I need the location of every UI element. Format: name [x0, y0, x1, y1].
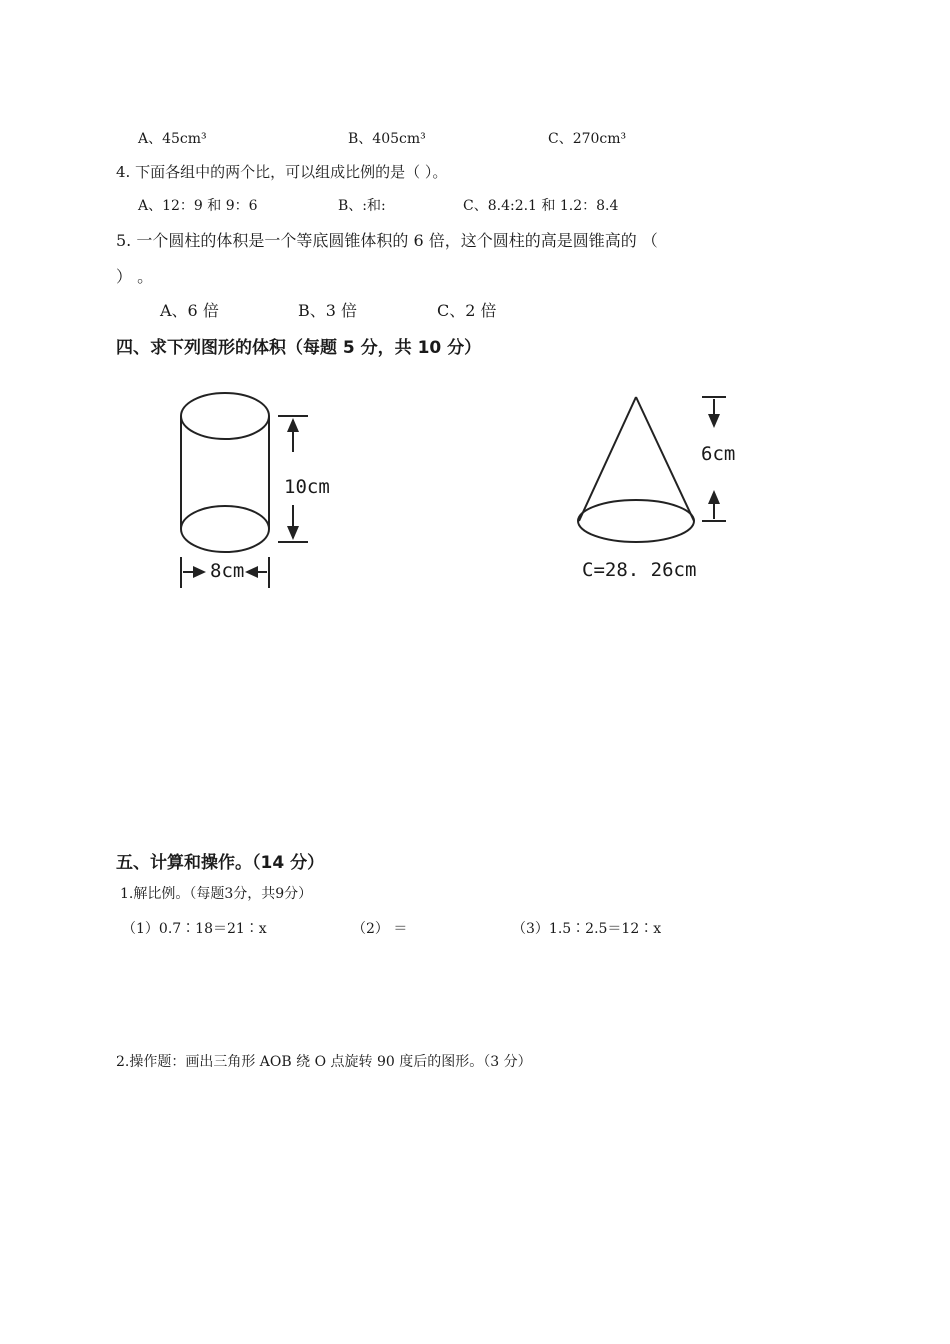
q4-option-b: B、:和: [338, 198, 386, 214]
q3-option-b: B、405cm³ [348, 131, 426, 147]
cone-circumference-label: C=28. 26cm [582, 559, 697, 581]
q3-option-a: A、45cm³ [138, 131, 207, 147]
q3-option-c: C、270cm³ [548, 131, 627, 147]
section5-sub1-title: 1.解比例。（每题3分，共9分） [120, 886, 313, 902]
q5-stem-line2: ） 。 [116, 267, 154, 286]
cone-height-label: 6cm [701, 443, 736, 465]
section5-title: 五、计算和操作。（14 分） [116, 853, 325, 873]
proportion-problem-3: （3）1.5∶2.5＝12∶x [512, 921, 662, 937]
cylinder-height-label: 10cm [284, 476, 330, 498]
q4-option-a: A、12：9 和 9：6 [138, 198, 258, 214]
section5-sub2-title: 2.操作题：画出三角形 AOB 绕 O 点旋转 90 度后的图形。（3 分） [116, 1054, 532, 1070]
q4-option-c: C、8.4:2.1 和 1.2：8.4 [463, 198, 619, 214]
q5-option-b: B、3 倍 [298, 301, 358, 320]
proportion-problem-2: （2） ＝ [352, 921, 408, 937]
cylinder-diameter-label: 8cm [210, 560, 245, 582]
q5-option-c: C、2 倍 [437, 301, 497, 320]
q4-stem: 4. 下面各组中的两个比，可以组成比例的是（ ）。 [116, 163, 448, 181]
section4-title: 四、求下列图形的体积（每题 5 分，共 10 分） [116, 338, 482, 358]
proportion-problem-1: （1）0.7∶18＝21∶x [122, 921, 267, 937]
q5-stem-line1: 5. 一个圆柱的体积是一个等底圆锥体积的 6 倍，这个圆柱的高是圆锥高的 （ [116, 231, 658, 250]
q5-option-a: A、6 倍 [160, 301, 219, 320]
